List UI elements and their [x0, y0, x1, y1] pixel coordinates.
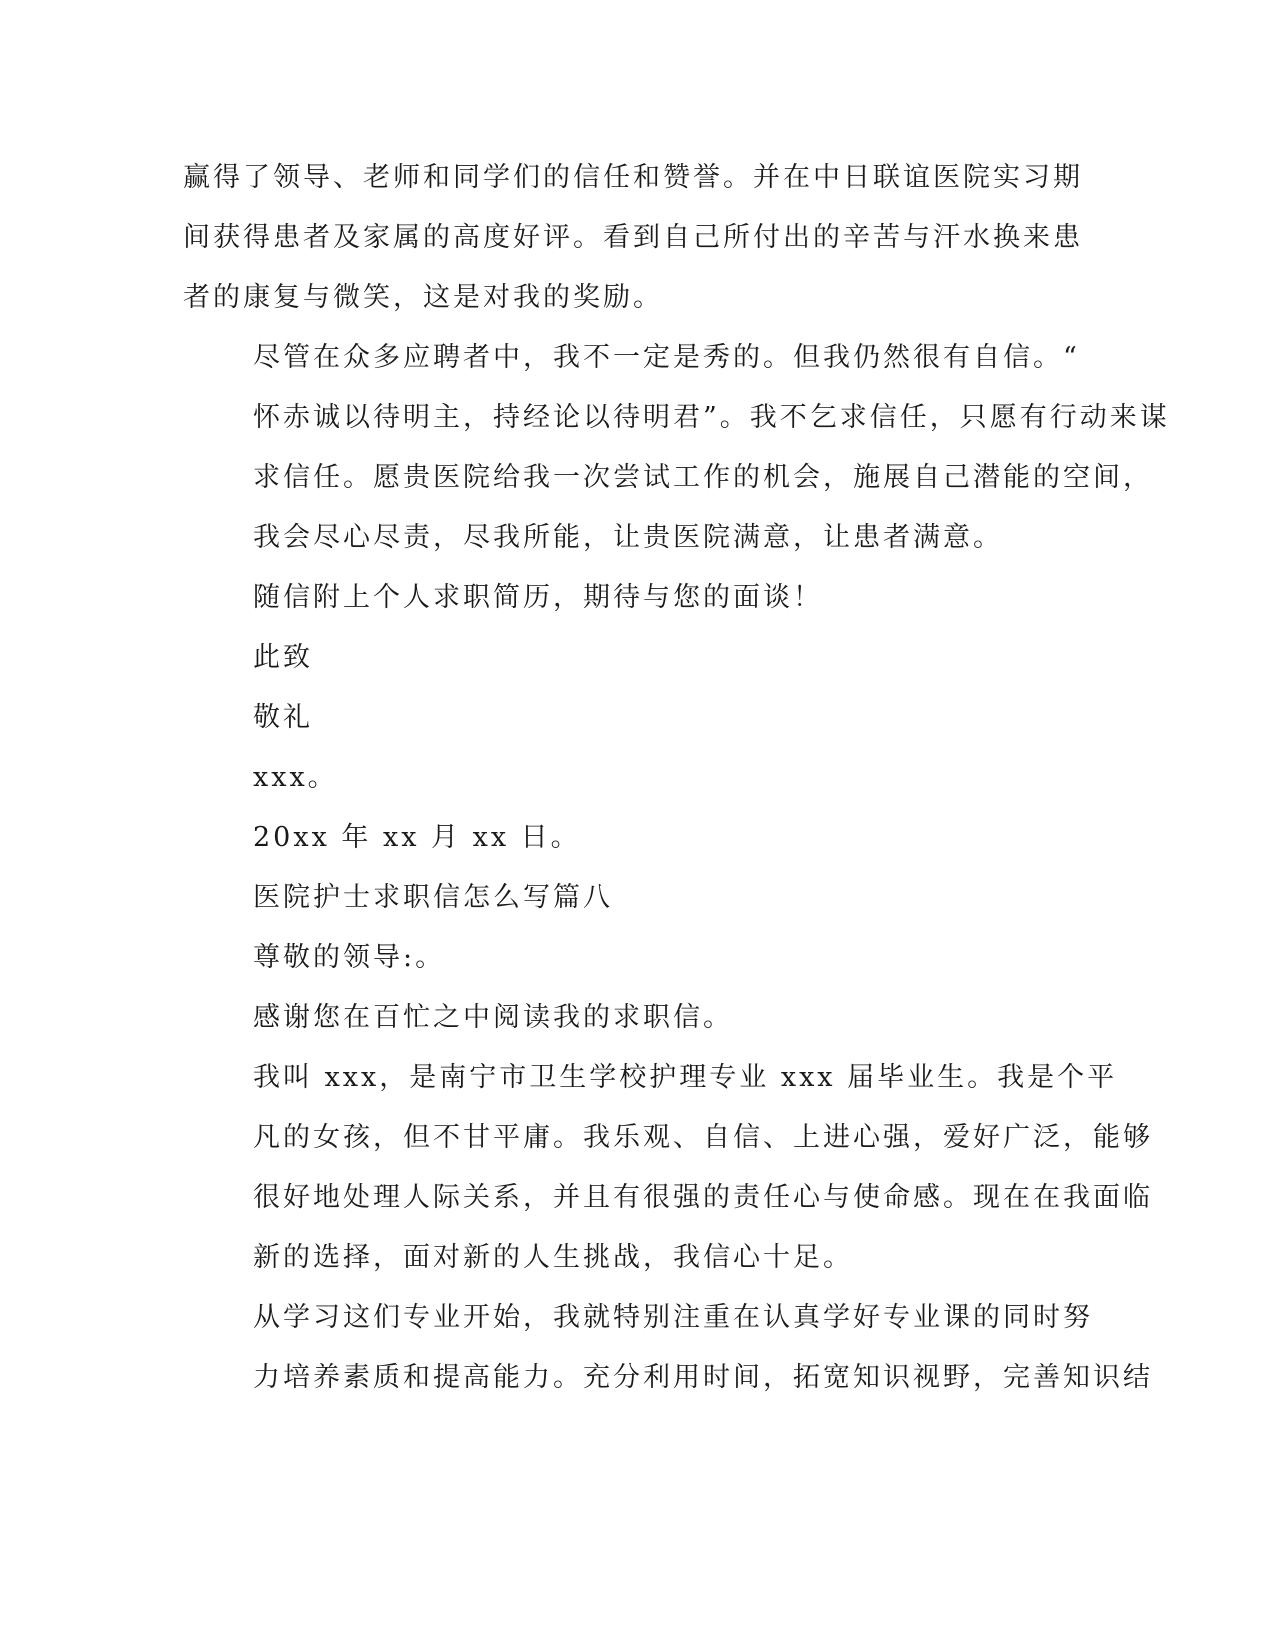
text-line: xxx。	[253, 762, 338, 793]
paragraph	[183, 928, 1043, 988]
text-line: 我叫 xxx，是南宁市卫生学校护理专业 xxx 届毕业生。我是个平	[253, 1062, 1118, 1093]
text-line: 间获得患者及家属的高度好评。看到自己所付出的辛苦与汗水换来患	[183, 222, 1083, 253]
text-line: 凡的女孩，但不甘平庸。我乐观、自信、上进心强，爱好广泛，能够	[253, 1122, 1153, 1153]
letter-body	[183, 148, 1170, 1408]
paragraph	[183, 1048, 1153, 1288]
text-line: 感谢您在百忙之中阅读我的求职信。	[253, 1002, 733, 1033]
text-line: 赢得了领导、老师和同学们的信任和赞誉。并在中日联谊医院实习期	[183, 162, 1083, 193]
text-line: 敬礼	[253, 702, 313, 733]
paragraph	[183, 988, 1043, 1048]
paragraph	[183, 328, 1170, 568]
text-line: 尽管在众多应聘者中，我不一定是秀的。但我仍然很有自信。“	[253, 342, 1080, 373]
paragraph	[183, 748, 1043, 808]
text-line: 力培养素质和提高能力。充分利用时间，拓宽知识视野，完善知识结	[253, 1362, 1153, 1393]
text-line: 我会尽心尽责，尽我所能，让贵医院满意，让患者满意。	[253, 522, 1003, 553]
text-line: 20xx 年 xx 月 xx 日。	[253, 822, 581, 853]
text-line: 怀赤诚以待明主，持经论以待明君”。我不乞求信任，只愿有行动来谋	[253, 402, 1170, 433]
text-line: 求信任。愿贵医院给我一次尝试工作的机会，施展自己潜能的空间，	[253, 462, 1153, 493]
text-line: 很好地处理人际关系，并且有很强的责任心与使命感。现在在我面临	[253, 1182, 1153, 1213]
text-line: 者的康复与微笑，这是对我的奖励。	[183, 282, 663, 313]
paragraph	[183, 148, 1083, 328]
paragraph	[183, 868, 1043, 928]
paragraph	[183, 568, 1043, 628]
text-line: 从学习这们专业开始，我就特别注重在认真学好专业课的同时努	[253, 1302, 1093, 1333]
text-line: 医院护士求职信怎么写篇八	[253, 882, 613, 913]
paragraph	[183, 808, 1043, 868]
text-line: 尊敬的领导:。	[253, 942, 446, 973]
text-line: 此致	[253, 642, 313, 673]
paragraph	[183, 1288, 1153, 1408]
paragraph	[183, 628, 1043, 688]
text-line: 随信附上个人求职简历，期待与您的面谈！	[253, 582, 823, 613]
paragraph	[183, 688, 1043, 748]
text-line: 新的选择，面对新的人生挑战，我信心十足。	[253, 1242, 853, 1273]
